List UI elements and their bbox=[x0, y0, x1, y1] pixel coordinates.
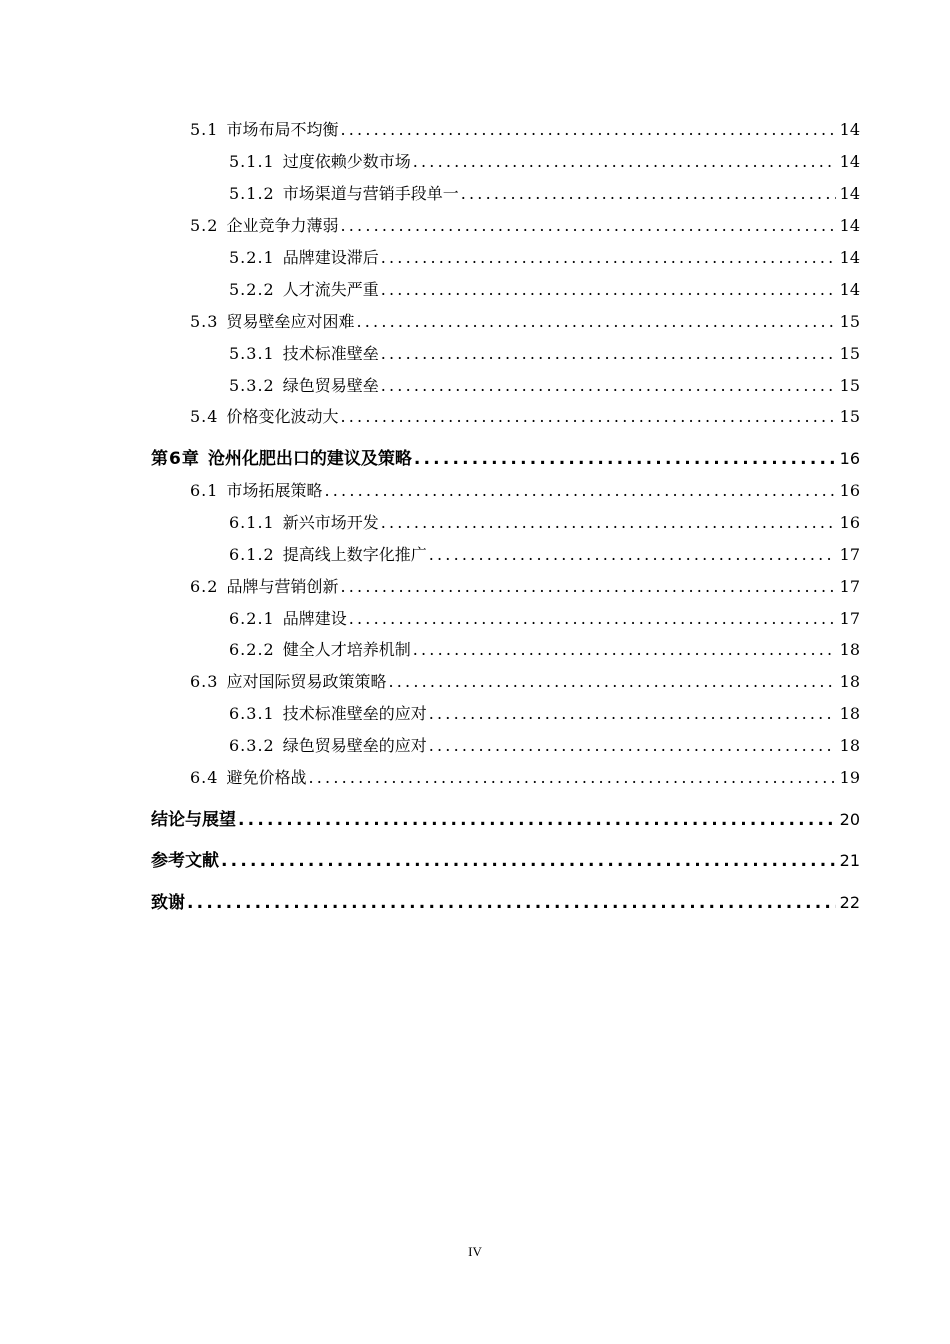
toc-entry-label bbox=[151, 446, 412, 472]
toc-entry-title: 避免价格战 bbox=[226, 768, 307, 787]
toc-entry-label bbox=[229, 510, 379, 536]
toc-entry[interactable] bbox=[229, 510, 860, 536]
toc-dot-leader bbox=[429, 701, 836, 727]
toc-entry-page: 17 bbox=[839, 609, 860, 628]
toc-entry-title: 绿色贸易壁垒的应对 bbox=[282, 736, 427, 755]
toc-entry-title: 沧州化肥出口的建议及策略 bbox=[207, 449, 412, 469]
toc-entry-page: 19 bbox=[839, 768, 860, 787]
toc-entry-title: 市场拓展策略 bbox=[226, 481, 323, 500]
toc-entry-number: 6.4 bbox=[190, 768, 219, 787]
toc-entry-title: 结论与展望 bbox=[151, 810, 236, 830]
toc-entry[interactable] bbox=[229, 181, 860, 207]
toc-entry-label bbox=[190, 478, 322, 504]
toc-entry-page: 14 bbox=[839, 280, 860, 299]
toc-entry[interactable] bbox=[229, 149, 860, 175]
toc-entry[interactable] bbox=[190, 669, 860, 695]
toc-entry-number: 5.2.2 bbox=[229, 280, 275, 299]
toc-entry-number: 第6章 bbox=[151, 449, 200, 469]
toc-entry-title: 品牌建设滞后 bbox=[282, 248, 379, 267]
toc-entry[interactable] bbox=[190, 213, 860, 239]
toc-chapter-entry[interactable] bbox=[151, 807, 860, 833]
toc-dot-leader bbox=[340, 404, 835, 430]
toc-dot-leader bbox=[381, 245, 836, 271]
toc-entry-number: 5.3.1 bbox=[229, 344, 275, 363]
toc-entry-label bbox=[229, 701, 427, 727]
toc-entry-page: 21 bbox=[839, 851, 860, 870]
toc-entry-number: 5.2 bbox=[190, 216, 219, 235]
toc-dot-leader bbox=[349, 606, 836, 632]
toc-entry-number: 6.3 bbox=[190, 672, 219, 691]
toc-dot-leader bbox=[381, 373, 836, 399]
toc-entry-page: 18 bbox=[839, 704, 860, 723]
toc-entry-number: 6.3.2 bbox=[229, 736, 275, 755]
toc-dot-leader bbox=[413, 149, 836, 175]
toc-entry-page: 22 bbox=[839, 893, 860, 912]
toc-entry-page: 20 bbox=[839, 810, 860, 829]
toc-dot-leader bbox=[413, 637, 836, 663]
toc-entry-number: 6.2.2 bbox=[229, 640, 275, 659]
toc-entry-title: 应对国际贸易政策策略 bbox=[226, 672, 387, 691]
toc-dot-leader bbox=[461, 181, 836, 207]
toc-entry-page: 18 bbox=[839, 736, 860, 755]
toc-entry-number: 6.1.1 bbox=[229, 513, 275, 532]
toc-chapter-entry[interactable] bbox=[151, 446, 860, 472]
toc-dot-leader bbox=[381, 510, 836, 536]
toc-entry-page: 16 bbox=[839, 481, 860, 500]
toc-entry-title: 健全人才培养机制 bbox=[282, 640, 411, 659]
toc-entry-page: 15 bbox=[839, 312, 860, 331]
toc-entry-page: 18 bbox=[839, 640, 860, 659]
toc-entry-title: 致谢 bbox=[151, 893, 185, 913]
toc-entry-label bbox=[229, 733, 427, 759]
toc-entry-label bbox=[190, 765, 306, 791]
toc-entry-number: 5.4 bbox=[190, 407, 219, 426]
toc-chapter-entry[interactable] bbox=[151, 890, 860, 916]
toc-entry[interactable] bbox=[229, 701, 860, 727]
toc-dot-leader bbox=[340, 117, 835, 143]
toc-entry-title: 技术标准壁垒 bbox=[282, 344, 379, 363]
toc-entry-page: 14 bbox=[839, 120, 860, 139]
toc-dot-leader bbox=[381, 277, 836, 303]
toc-entry-label bbox=[229, 373, 379, 399]
toc-entry[interactable] bbox=[229, 637, 860, 663]
toc-entry-page: 17 bbox=[839, 545, 860, 564]
toc-entry-label bbox=[190, 574, 338, 600]
toc-dot-leader bbox=[429, 542, 836, 568]
toc-entry-title: 提高线上数字化推广 bbox=[282, 545, 427, 564]
toc-entry-page: 17 bbox=[839, 577, 860, 596]
toc-entry-number: 5.1.2 bbox=[229, 184, 275, 203]
toc-entry-title: 品牌建设 bbox=[282, 609, 347, 628]
toc-entry-page: 14 bbox=[839, 184, 860, 203]
toc-entry-label bbox=[229, 637, 411, 663]
toc-entry-title: 人才流失严重 bbox=[282, 280, 379, 299]
toc-entry-label bbox=[229, 181, 459, 207]
toc-entry-page: 15 bbox=[839, 376, 860, 395]
toc-entry[interactable] bbox=[190, 309, 860, 335]
toc-dot-leader bbox=[324, 478, 835, 504]
toc-entry-page: 14 bbox=[839, 248, 860, 267]
toc-dot-leader bbox=[238, 807, 836, 833]
toc-entry[interactable] bbox=[229, 542, 860, 568]
toc-entry-label bbox=[190, 404, 338, 430]
toc-entry-label bbox=[229, 542, 427, 568]
toc-entry-page: 16 bbox=[839, 513, 860, 532]
toc-entry-page: 15 bbox=[839, 344, 860, 363]
toc-dot-leader bbox=[429, 733, 836, 759]
toc-dot-leader bbox=[381, 341, 836, 367]
toc-entry-page: 16 bbox=[839, 449, 860, 468]
toc-entry-page: 18 bbox=[839, 672, 860, 691]
toc-entry-title: 企业竞争力薄弱 bbox=[226, 216, 339, 235]
toc-entry-number: 6.1 bbox=[190, 481, 219, 500]
toc-entry[interactable] bbox=[190, 404, 860, 430]
toc-entry-number: 5.1 bbox=[190, 120, 219, 139]
toc-entry-title: 新兴市场开发 bbox=[282, 513, 379, 532]
toc-entry-title: 技术标准壁垒的应对 bbox=[282, 704, 427, 723]
toc-entry[interactable] bbox=[229, 245, 860, 271]
toc-dot-leader bbox=[340, 213, 835, 239]
toc-entry[interactable] bbox=[229, 733, 860, 759]
toc-entry-label bbox=[190, 669, 386, 695]
toc-entry[interactable] bbox=[229, 606, 860, 632]
toc-entry[interactable] bbox=[190, 574, 860, 600]
toc-entry-page: 14 bbox=[839, 152, 860, 171]
toc-entry-number: 6.2 bbox=[190, 577, 219, 596]
toc-entry-label bbox=[190, 117, 338, 143]
toc-entry-title: 参考文献 bbox=[151, 851, 219, 871]
toc-entry-number: 5.2.1 bbox=[229, 248, 275, 267]
page-number: IV bbox=[468, 1244, 482, 1259]
toc-entry[interactable] bbox=[229, 277, 860, 303]
toc-dot-leader bbox=[308, 765, 835, 791]
toc-dot-leader bbox=[187, 890, 836, 916]
toc-entry-title: 市场布局不均衡 bbox=[226, 120, 339, 139]
toc-entry-number: 5.1.1 bbox=[229, 152, 275, 171]
toc-dot-leader bbox=[414, 446, 836, 472]
toc-entry[interactable] bbox=[190, 117, 860, 143]
toc-entry-title: 过度依赖少数市场 bbox=[282, 152, 411, 171]
toc-entry-number: 6.1.2 bbox=[229, 545, 275, 564]
toc-dot-leader bbox=[221, 848, 836, 874]
toc-chapter-entry[interactable] bbox=[151, 848, 860, 874]
toc-entry-title: 市场渠道与营销手段单一 bbox=[282, 184, 459, 203]
toc-entry[interactable] bbox=[190, 765, 860, 791]
toc-entry-number: 5.3 bbox=[190, 312, 219, 331]
toc-entry-page: 14 bbox=[839, 216, 860, 235]
toc-entry-label bbox=[229, 606, 347, 632]
toc-entry-label bbox=[229, 149, 411, 175]
toc-entry[interactable] bbox=[229, 341, 860, 367]
toc-entry[interactable] bbox=[190, 478, 860, 504]
toc-dot-leader bbox=[340, 574, 835, 600]
toc-entry-page: 15 bbox=[839, 407, 860, 426]
toc-entry-title: 绿色贸易壁垒 bbox=[282, 376, 379, 395]
toc-entry-title: 价格变化波动大 bbox=[226, 407, 339, 426]
toc-dot-leader bbox=[388, 669, 835, 695]
toc-dot-leader bbox=[356, 309, 835, 335]
toc-entry-label bbox=[190, 213, 338, 239]
toc-entry-number: 6.3.1 bbox=[229, 704, 275, 723]
toc-entry-label bbox=[229, 341, 379, 367]
toc-entry-title: 品牌与营销创新 bbox=[226, 577, 339, 596]
toc-entry-label bbox=[190, 309, 354, 335]
toc-entry-label bbox=[229, 277, 379, 303]
toc-entry-label bbox=[229, 245, 379, 271]
toc-entry-title: 贸易壁垒应对困难 bbox=[226, 312, 355, 331]
toc-entry-number: 5.3.2 bbox=[229, 376, 275, 395]
toc-entry-number: 6.2.1 bbox=[229, 609, 275, 628]
toc-entry[interactable] bbox=[229, 373, 860, 399]
